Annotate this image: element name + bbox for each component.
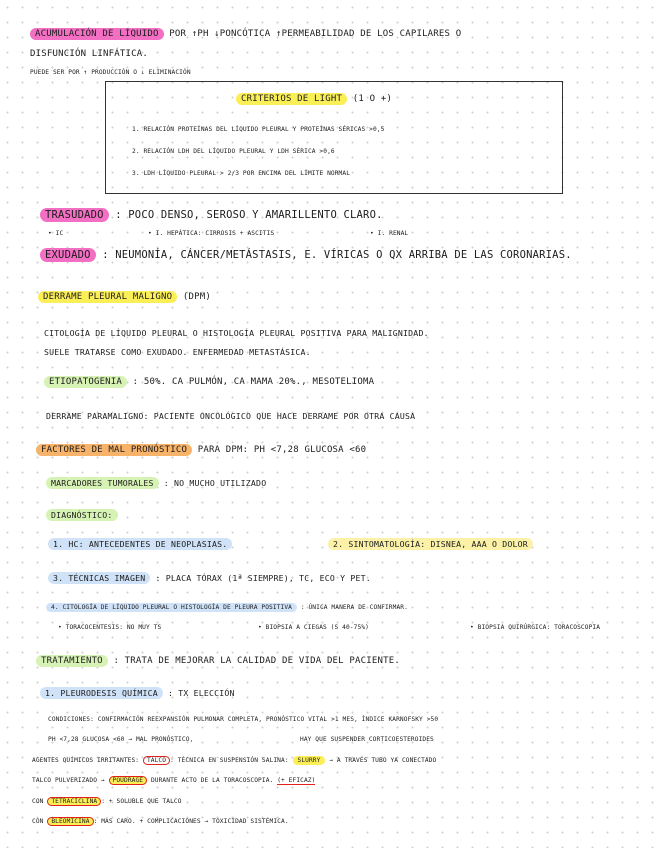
- pleurodesis-term: 1. PLEURODESIS QUÍMICA: [40, 687, 163, 699]
- talco-pulverizado-pre: TALCO PULVERIZADO →: [32, 777, 105, 784]
- diagnostico-item-4-term: 4. CITOLOGÍA DE LÍQUIDO PLEURAL O HISTOLOGÍA DE PLEURA POSITIVA: [46, 603, 297, 612]
- tratamiento-desc: : TRATA DE MEJORAR LA CALIDAD DE VIDA DEL PACIENTE.: [113, 656, 400, 666]
- dpm-term: DERRAME PLEURAL MALIGNO: [38, 291, 177, 303]
- diagnostico-item-3-desc: : PLACA TÓRAX (1ª SIEMPRE), TC, ECO Y PET.: [155, 573, 371, 583]
- diagnostico-item-4-desc: : ÚNICA MANERA DE CONFIRMAR.: [300, 604, 408, 611]
- diagnostico-item-1-line: [48, 539, 232, 549]
- light-criterion-1: 1. RELACIÓN PROTEÍNAS DEL LÍQUIDO PLEURAL Y PROTEÍNAS SÉRICAS >0,5: [132, 126, 385, 133]
- diagnostico-title: DIAGNÓSTICO:: [46, 509, 118, 521]
- light-criterion-2: 2. RELACIÓN LDH DEL LÍQUIDO PLEURAL Y LDH SÉRICA >0,6: [132, 148, 335, 155]
- diagnostico-item-2-line: [328, 539, 533, 549]
- diagnostico-item-3-term: 3. TÉCNICAS IMAGEN: [48, 572, 150, 584]
- dpm-abbr: (DPM): [182, 292, 211, 302]
- etiopatogenia-line: [44, 377, 374, 387]
- intro-term: ACUMULACIÓN DE LÍQUIDO: [30, 28, 164, 40]
- diagnostico-item-2: 2. SINTOMATOLOGÍA: DISNEA, AAA O DOLOR: [328, 538, 533, 550]
- diagnostico-line: [46, 510, 118, 520]
- bleomicina-pre: CON: [32, 818, 44, 825]
- diagnostico-item-4-sub-3: • BIOPSIA QUIRÚRGICA: TORACOSCOPIA: [470, 624, 601, 631]
- tratamiento-term: TRATAMIENTO: [36, 655, 108, 667]
- tetraciclina-line: [32, 798, 182, 805]
- diagnostico-item-4-sub-2: • BIOPSIA A CIEGAS (S 40-75%): [258, 624, 369, 631]
- talco-pulverizado-post: DURANTE ACTO DE LA TORACOSCOPIA.: [150, 777, 274, 784]
- light-criteria-title-line: [236, 94, 392, 104]
- poudrage-circled: POUDRAGE: [109, 776, 148, 785]
- diagnostico-item-4-line: [46, 604, 408, 611]
- intro-line-1-rest: POR ↑PH ↓PONCÓTICA ↑PERMEABILIDAD DE LOS CAPILARES O: [169, 29, 462, 39]
- marcadores-term: MARCADORES TUMORALES: [46, 477, 159, 489]
- eficaz-underlined: (+ EFICAZ): [277, 777, 316, 784]
- talco-pulverizado-line: [32, 777, 315, 784]
- condiciones-line-2: PH <7,28 GLUCOSA <60 → MAL PRONÓSTICO,: [48, 736, 194, 743]
- paramaligno-line: DERRAME PARAMALIGNO: PACIENTE ONCOLÓGICO QUE HACE DERRAME POR OTRA CAUSA: [46, 411, 416, 421]
- exudado-desc: : NEUMONÍA, CÁNCER/METÁSTASIS, E. VÍRICAS O QX ARRIBA DE LAS CORONARIAS.: [102, 249, 572, 261]
- slurry-term: SLURRY: [293, 756, 326, 765]
- agentes-post: : TÉCNICA EN SUSPENSIÓN SALINA:: [170, 757, 289, 764]
- dpm-line: [38, 292, 211, 302]
- tetraciclina-post: : + SOLUBLE QUE TALCO: [101, 798, 182, 805]
- etiopatogenia-desc: : 50%. CA PULMÓN, CA MAMA 20%., MESOTELIOMA: [132, 377, 375, 387]
- condiciones-line-3: HAY QUE SUSPENDER CORTICOESTEROIDES: [300, 736, 434, 743]
- bleomicina-circled: BLEOMICINA: [47, 817, 93, 826]
- light-criteria-suffix: (1 O +): [352, 94, 393, 104]
- factores-desc: PARA DPM: PH <7,28 GLUCOSA <60: [197, 445, 367, 455]
- etiopatogenia-term: ETIOPATOGENIA: [44, 376, 127, 388]
- trasudado-sub-2: • I. HEPÁTICA: CIRROSIS + ASCITIS: [148, 230, 275, 237]
- trasudado-term: TRASUDADO: [40, 208, 109, 222]
- talco-circled: TALCO: [143, 756, 170, 765]
- pleurodesis-desc: : TX ELECCIÓN: [168, 688, 235, 698]
- tratamiento-line: [36, 656, 400, 666]
- light-criterion-3: 3. LDH LÍQUIDO PLEURAL > 2/3 POR ENCIMA DEL LÍMITE NORMAL: [132, 170, 351, 177]
- intro-line-1: [30, 29, 461, 39]
- diagnostico-item-4-sub-1: • TORACOCENTESIS: NO MUY TS: [58, 624, 162, 631]
- trasudado-sub-1: • IC: [48, 230, 64, 237]
- trasudado-desc: : POCO DENSO, SEROSO Y AMARILLENTO CLARO.: [115, 209, 383, 221]
- exudado-line: [40, 249, 572, 261]
- pleurodesis-line: [40, 688, 235, 698]
- factores-term: FACTORES DE MAL PRONÓSTICO: [36, 444, 192, 456]
- light-criteria-title: CRITERIOS DE LIGHT: [236, 93, 347, 105]
- agentes-pre: AGENTES QUÍMICOS IRRITANTES:: [32, 757, 140, 764]
- marcadores-desc: : NO MUCHO UTILIZADO: [163, 478, 267, 488]
- dpm-line-1: CITOLOGÍA DE LÍQUIDO PLEURAL O HISTOLOGÍA PLEURAL POSITIVA PARA MALIGNIDAD.: [44, 328, 429, 338]
- agentes-line: [32, 757, 436, 764]
- trasudado-line: [40, 209, 383, 221]
- factores-line: [36, 445, 366, 455]
- agentes-end: → A TRAVÉS TUBO YA CONECTADO: [329, 757, 437, 764]
- diagnostico-item-3-line: [48, 573, 371, 583]
- diagnostico-item-1: 1. HC: ANTECEDENTES DE NEOPLASIAS.: [48, 538, 232, 550]
- bleomicina-line: [32, 818, 289, 825]
- dpm-line-2: SUELE TRATARSE COMO EXUDADO. ENFERMEDAD METASTÁSICA.: [44, 347, 311, 357]
- intro-line-2: DISFUNCIÓN LINFÁTICA.: [30, 49, 148, 59]
- bleomicina-post: : MÁS CARO. + COMPLICACIONES → TOXICIDAD SISTÉMICA.: [93, 818, 289, 825]
- tetraciclina-pre: CON: [32, 798, 44, 805]
- tetraciclina-circled: TETRACICLINA: [47, 797, 101, 806]
- condiciones-line-1: CONDICIONES: CONFIRMACIÓN REEXPANSIÓN PULMONAR COMPLETA, PRONÓSTICO VITAL >1 MES, ÍNDICE KARNOFSKY >50: [48, 716, 439, 723]
- exudado-term: EXUDADO: [40, 248, 96, 262]
- intro-line-3: PUEDE SER POR ↑ PRODUCCIÓN O ↓ ELIMINACIÓN: [30, 69, 191, 76]
- marcadores-line: [46, 478, 266, 488]
- trasudado-sub-3: • I. RENAL: [370, 230, 409, 237]
